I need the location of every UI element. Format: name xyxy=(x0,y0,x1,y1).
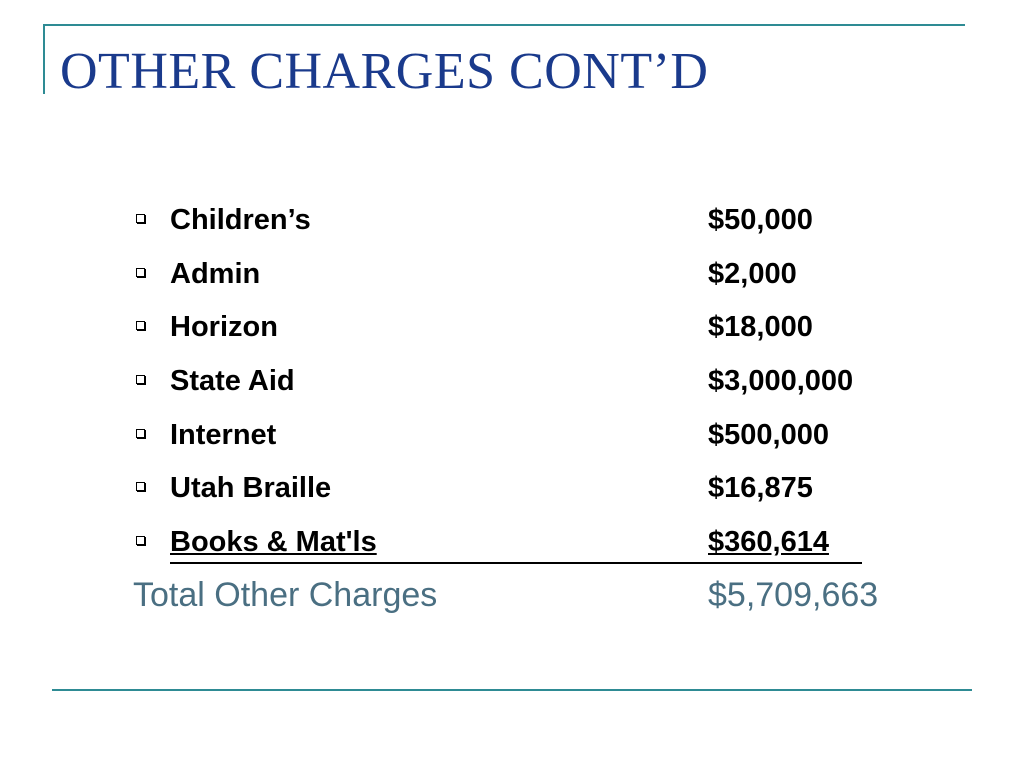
list-item-state-aid xyxy=(130,357,930,411)
list-item-utah-braille xyxy=(130,464,930,518)
list-item-admin xyxy=(130,250,930,304)
subtotal-underline xyxy=(170,562,862,564)
item-label: Internet xyxy=(170,418,277,451)
item-label: Utah Braille xyxy=(170,472,332,505)
item-amount: $18,000 xyxy=(708,311,813,344)
charges-list xyxy=(130,196,930,572)
total-row xyxy=(133,576,933,620)
item-label: Horizon xyxy=(170,311,278,344)
item-label: Admin xyxy=(170,257,261,290)
square-bullet-icon xyxy=(136,321,145,330)
square-bullet-icon xyxy=(136,482,145,491)
item-amount: $3,000,000 xyxy=(708,365,854,398)
square-bullet-icon xyxy=(136,536,145,545)
left-rule xyxy=(43,24,45,94)
total-label: Total Other Charges xyxy=(133,576,438,614)
square-bullet-icon xyxy=(136,268,145,277)
item-amount: $2,000 xyxy=(708,257,797,290)
square-bullet-icon xyxy=(136,429,145,438)
item-label: Children’s xyxy=(170,204,311,236)
list-item-internet xyxy=(130,411,930,465)
top-rule xyxy=(43,24,965,26)
slide-title: OTHER CHARGES CONT’D xyxy=(60,43,709,100)
list-item-childrens xyxy=(130,196,930,250)
total-amount: $5,709,663 xyxy=(708,576,879,614)
list-item-horizon xyxy=(130,303,930,357)
list-item-books-materials xyxy=(130,518,930,572)
item-label: Books & Mat'ls xyxy=(170,526,377,559)
item-amount: $500,000 xyxy=(708,418,829,451)
item-amount: $360,614 xyxy=(708,526,829,559)
item-amount: $50,000 xyxy=(708,204,813,236)
square-bullet-icon xyxy=(136,214,145,223)
item-label: State Aid xyxy=(170,365,295,398)
square-bullet-icon xyxy=(136,375,145,384)
item-amount: $16,875 xyxy=(708,472,813,505)
bottom-rule xyxy=(52,689,972,691)
